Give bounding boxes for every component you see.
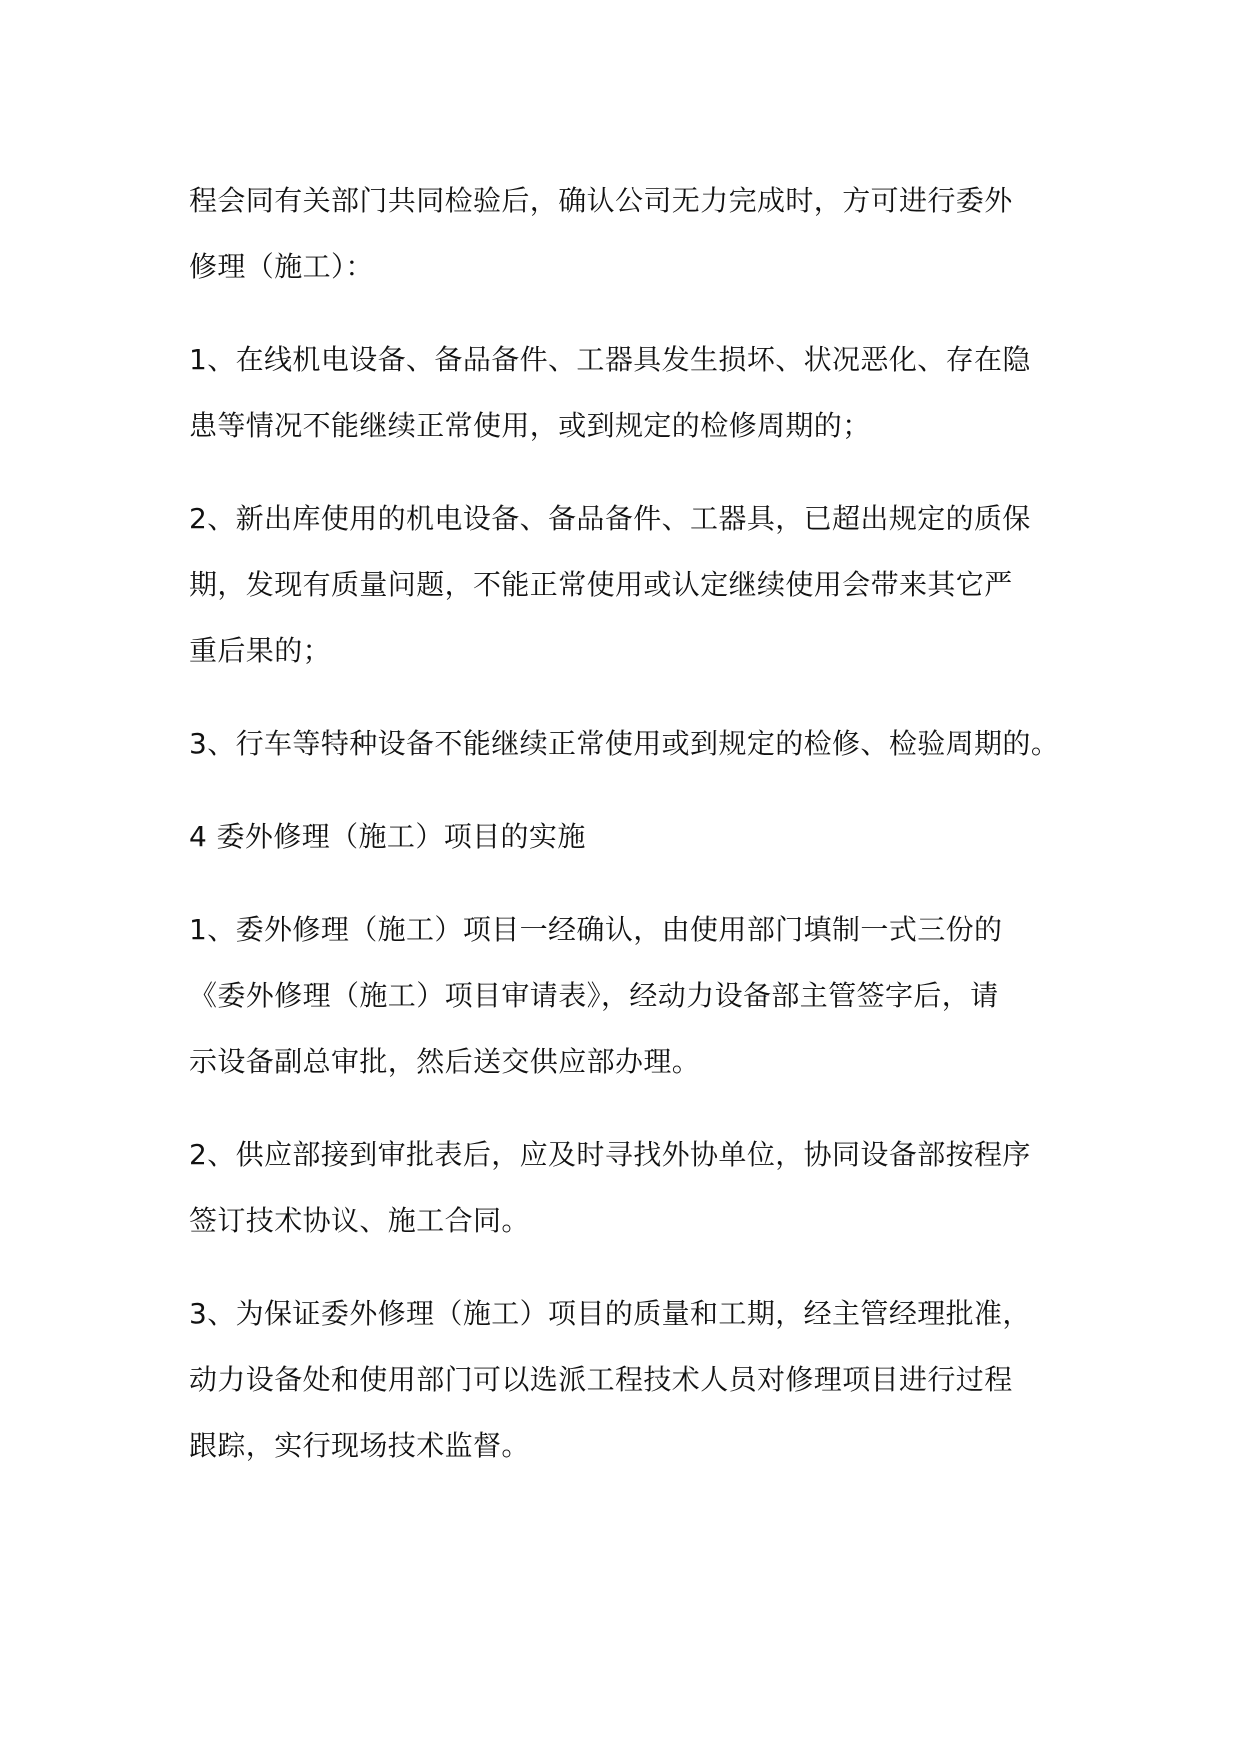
text-line: 4 委外修理（施工）项目的实施 [189, 820, 586, 853]
text-line: 3、行车等特种设备不能继续正常使用或到规定的检修、检验周期的。 [189, 727, 1060, 760]
paragraph-item-1 [189, 327, 1089, 459]
paragraph-item-3 [189, 711, 1089, 777]
text-line: 2、新出库使用的机电设备、备品备件、工器具，已超出规定的质保 [189, 502, 1031, 535]
paragraph-step-3 [189, 1281, 1089, 1479]
text-line: 跟踪，实行现场技术监督。 [189, 1429, 530, 1462]
paragraph-continuation [189, 168, 1089, 300]
paragraph-step-2 [189, 1122, 1089, 1254]
text-line: 患等情况不能继续正常使用，或到规定的检修周期的； [189, 409, 871, 442]
text-line: 程会同有关部门共同检验后，确认公司无力完成时，方可进行委外 [189, 184, 1013, 217]
text-line: 《委外修理（施工）项目审请表》，经动力设备部主管签字后，请 [189, 979, 999, 1012]
paragraph-step-1 [189, 897, 1089, 1095]
text-line: 1、委外修理（施工）项目一经确认，由使用部门填制一式三份的 [189, 913, 1003, 946]
text-line: 期，发现有质量问题，不能正常使用或认定继续使用会带来其它严 [189, 568, 1013, 601]
text-line: 重后果的； [189, 634, 332, 667]
text-line: 3、为保证委外修理（施工）项目的质量和工期，经主管经理批准， [189, 1297, 1031, 1330]
text-line: 示设备副总审批，然后送交供应部办理。 [189, 1045, 701, 1078]
text-line: 修理（施工）： [189, 250, 374, 283]
text-line: 2、供应部接到审批表后，应及时寻找外协单位，协同设备部按程序 [189, 1138, 1031, 1171]
paragraph-item-2 [189, 486, 1089, 684]
document-body [189, 168, 1089, 1506]
text-line: 动力设备处和使用部门可以选派工程技术人员对修理项目进行过程 [189, 1363, 1013, 1396]
section-heading-4 [189, 804, 1089, 870]
text-line: 签订技术协议、施工合同。 [189, 1204, 530, 1237]
text-line: 1、在线机电设备、备品备件、工器具发生损坏、状况恶化、存在隐 [189, 343, 1031, 376]
